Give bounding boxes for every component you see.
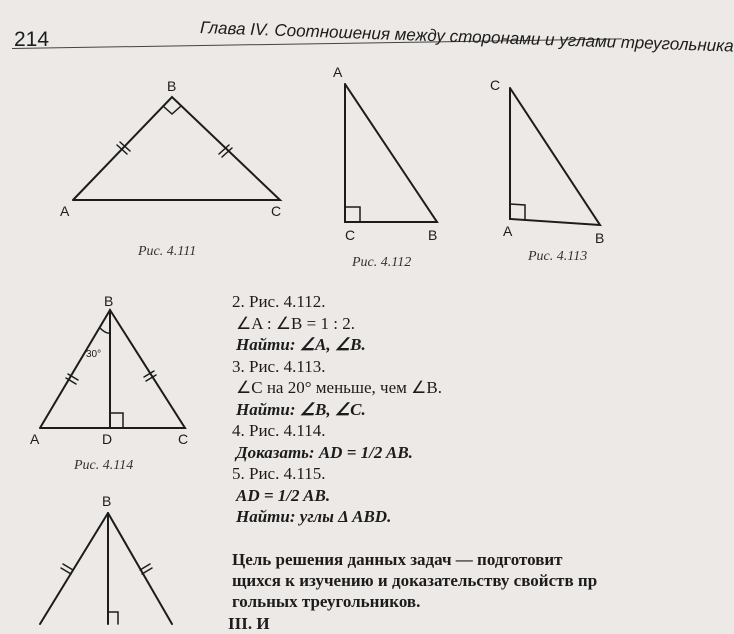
right-angle-mark-c xyxy=(345,207,360,222)
vertex-label: D xyxy=(102,431,113,447)
vertex-label: C xyxy=(271,203,282,219)
right-angle-mark-a xyxy=(510,204,525,220)
side-bc xyxy=(108,513,172,624)
task-text: ∠A, ∠B. xyxy=(299,335,366,354)
figure-4-115 xyxy=(40,513,172,624)
vertex-label: C xyxy=(490,77,501,93)
tick-mark-bc xyxy=(140,564,150,570)
chapter-title: Глава IV. Соотношения между сторонами и углами треугольника xyxy=(199,18,734,56)
page-number: 214 xyxy=(14,28,50,51)
paragraph-line: гольных треугольников. xyxy=(232,592,421,611)
problem-task xyxy=(232,442,442,464)
vertex-label: A xyxy=(30,431,40,447)
right-angle-mark-d xyxy=(108,612,118,624)
angle-label: 30° xyxy=(86,349,102,360)
task-text: углы Δ ABD. xyxy=(299,507,392,526)
task-label: Найти: xyxy=(236,335,296,354)
vertex-label: B xyxy=(167,78,177,94)
task-label: Доказать: xyxy=(236,442,315,462)
problem-number: 4. Рис. 4.114. xyxy=(232,421,326,440)
vertex-label: A xyxy=(60,203,70,219)
tick-mark-bc-2 xyxy=(142,568,152,574)
paragraph-line: щихся к изучению и доказательству свойств пр xyxy=(232,571,598,590)
body-paragraph xyxy=(232,549,652,612)
triangle-abc-sides xyxy=(40,310,185,428)
vertex-label: B xyxy=(102,493,112,509)
figure-caption: Рис. 4.113 xyxy=(528,249,588,264)
paragraph-line: Цель решения данных задач — подготовит xyxy=(232,550,563,569)
figure-caption: Рис. 4.111 xyxy=(138,244,197,259)
vertex-label: B xyxy=(104,293,114,309)
vertex-label: C xyxy=(345,227,356,243)
problem-condition: ∠C на 20° меньше, чем ∠B. xyxy=(236,378,442,397)
problem-task xyxy=(232,506,442,528)
section-heading: III. И xyxy=(228,614,270,633)
vertex-label: C xyxy=(178,431,189,447)
tick-mark-ab-2 xyxy=(61,568,71,574)
triangle-abc-sides xyxy=(73,97,280,200)
vertex-label: B xyxy=(428,227,438,243)
vertex-label: A xyxy=(503,223,513,239)
vertex-label: A xyxy=(333,64,343,80)
figure-caption: Рис. 4.112 xyxy=(352,255,412,270)
problem-condition: ∠A : ∠B = 1 : 2. xyxy=(236,313,355,333)
problem-task xyxy=(232,399,442,421)
tick-mark-ab xyxy=(63,564,73,570)
right-angle-mark-b xyxy=(163,106,181,114)
side-ba xyxy=(40,513,108,624)
vertex-label: B xyxy=(595,230,605,246)
figure-4-114 xyxy=(40,310,185,428)
problem-task xyxy=(232,334,442,356)
figure-4-112 xyxy=(345,84,437,222)
figure-4-111 xyxy=(73,97,280,200)
figure-caption: Рис. 4.114 xyxy=(74,458,134,473)
task-label: Найти: xyxy=(236,507,296,526)
figure-4-113 xyxy=(510,88,600,225)
task-text: ∠B, ∠C. xyxy=(299,399,366,419)
problem-number: 3. Рис. 4.113. xyxy=(232,356,326,376)
angle-arc-b xyxy=(100,328,110,333)
problem-list xyxy=(232,291,442,528)
problem-number: 2. Рис. 4.112. xyxy=(232,292,326,311)
problem-number: 5. Рис. 4.115. xyxy=(232,464,326,483)
problem-condition: AD = 1/2 AB. xyxy=(236,485,331,505)
task-text: AD = 1/2 AB. xyxy=(318,442,413,462)
task-label: Найти: xyxy=(236,399,296,419)
triangle-acb-sides xyxy=(345,84,437,222)
right-angle-mark-d xyxy=(110,413,123,428)
